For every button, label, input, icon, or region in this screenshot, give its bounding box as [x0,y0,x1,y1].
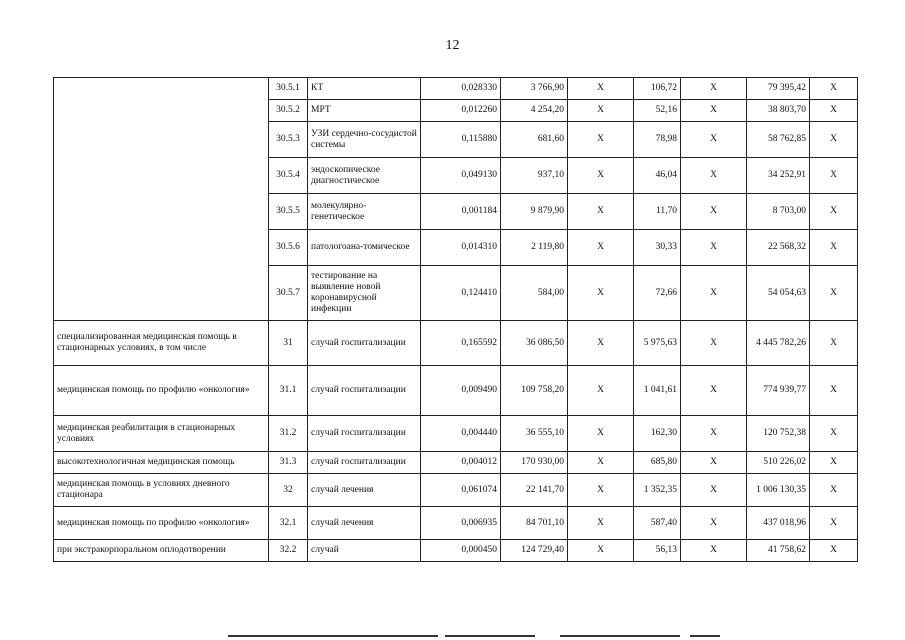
cost-value: 84 701,10 [501,507,568,540]
norm-value: 0,049130 [421,158,501,194]
x-mark: X [568,122,634,158]
per-capita-value: 106,72 [634,78,681,100]
row-number: 31.1 [269,366,308,416]
x-mark: X [681,194,747,230]
row-number: 32.1 [269,507,308,540]
row-label: медицинская помощь в условиях дневного стационара [54,474,269,507]
cost-value: 3 766,90 [501,78,568,100]
x-mark: X [681,452,747,474]
per-capita-value: 72,66 [634,266,681,321]
unit-name: эндоскопическое диагностическое [308,158,421,194]
unit-name: КТ [308,78,421,100]
x-mark: X [568,507,634,540]
x-mark: X [681,230,747,266]
x-mark: X [568,452,634,474]
row-label: медицинская помощь по профилю «онкология» [54,507,269,540]
row-number: 31.2 [269,416,308,452]
norm-value: 0,001184 [421,194,501,230]
norm-value: 0,006935 [421,507,501,540]
total-value: 437 018,96 [747,507,810,540]
row-number: 30.5.4 [269,158,308,194]
total-value: 774 939,77 [747,366,810,416]
x-mark: X [810,321,858,366]
per-capita-value: 1 041,61 [634,366,681,416]
x-mark: X [568,100,634,122]
table-row [54,321,858,366]
x-mark: X [810,452,858,474]
row-number: 32 [269,474,308,507]
page-number: 12 [445,38,460,53]
x-mark: X [568,416,634,452]
per-capita-value: 587,40 [634,507,681,540]
x-mark: X [681,507,747,540]
row-label: специализированная медицинская помощь в стационарных условиях, в том числе [54,321,269,366]
unit-name: молекулярно-генетическое [308,194,421,230]
cost-value: 22 141,70 [501,474,568,507]
table-row [54,540,858,562]
total-value: 8 703,00 [747,194,810,230]
cost-value: 9 879,90 [501,194,568,230]
scan-edge-lines [0,632,905,640]
x-mark: X [568,540,634,562]
cost-value: 4 254,20 [501,100,568,122]
row-number: 30.5.5 [269,194,308,230]
total-value: 54 054,63 [747,266,810,321]
unit-name: случай госпитализации [308,321,421,366]
tariff-table [53,77,858,562]
x-mark: X [681,78,747,100]
norm-value: 0,115880 [421,122,501,158]
per-capita-value: 5 975,63 [634,321,681,366]
table-row [54,416,858,452]
total-value: 120 752,38 [747,416,810,452]
x-mark: X [810,540,858,562]
x-mark: X [810,416,858,452]
row-label-empty [54,78,269,321]
norm-value: 0,014310 [421,230,501,266]
per-capita-value: 685,80 [634,452,681,474]
x-mark: X [568,230,634,266]
norm-value: 0,004440 [421,416,501,452]
x-mark: X [568,366,634,416]
total-value: 41 758,62 [747,540,810,562]
total-value: 58 762,85 [747,122,810,158]
row-number: 31.3 [269,452,308,474]
total-value: 22 568,32 [747,230,810,266]
row-number: 31 [269,321,308,366]
norm-value: 0,028330 [421,78,501,100]
x-mark: X [810,194,858,230]
cost-value: 2 119,80 [501,230,568,266]
x-mark: X [568,194,634,230]
x-mark: X [681,266,747,321]
unit-name: патологоана-томическое [308,230,421,266]
norm-value: 0,165592 [421,321,501,366]
row-number: 30.5.7 [269,266,308,321]
table-row [54,474,858,507]
x-mark: X [681,321,747,366]
x-mark: X [810,122,858,158]
row-label: медицинская помощь по профилю «онкология» [54,366,269,416]
unit-name: УЗИ сердечно-сосудистой системы [308,122,421,158]
norm-value: 0,009490 [421,366,501,416]
x-mark: X [681,122,747,158]
unit-name: случай лечения [308,474,421,507]
unit-name: тестирование на выявление новой коронавирусной инфекции [308,266,421,321]
total-value: 38 803,70 [747,100,810,122]
row-number: 32.2 [269,540,308,562]
norm-value: 0,012260 [421,100,501,122]
x-mark: X [810,507,858,540]
x-mark: X [810,78,858,100]
per-capita-value: 56,13 [634,540,681,562]
norm-value: 0,004012 [421,452,501,474]
x-mark: X [810,230,858,266]
x-mark: X [681,540,747,562]
row-number: 30.5.3 [269,122,308,158]
x-mark: X [681,366,747,416]
x-mark: X [568,78,634,100]
x-mark: X [810,266,858,321]
x-mark: X [681,100,747,122]
per-capita-value: 30,33 [634,230,681,266]
total-value: 34 252,91 [747,158,810,194]
row-number: 30.5.2 [269,100,308,122]
total-value: 510 226,02 [747,452,810,474]
unit-name: случай госпитализации [308,416,421,452]
per-capita-value: 46,04 [634,158,681,194]
table-row [54,507,858,540]
per-capita-value: 11,70 [634,194,681,230]
per-capita-value: 1 352,35 [634,474,681,507]
x-mark: X [810,474,858,507]
x-mark: X [681,474,747,507]
per-capita-value: 162,30 [634,416,681,452]
x-mark: X [568,158,634,194]
table-row [54,78,858,100]
row-label: при экстракорпоральном оплодотворении [54,540,269,562]
table-row [54,452,858,474]
cost-value: 681,60 [501,122,568,158]
unit-name: случай госпитализации [308,452,421,474]
norm-value: 0,124410 [421,266,501,321]
x-mark: X [568,321,634,366]
cost-value: 170 930,00 [501,452,568,474]
norm-value: 0,061074 [421,474,501,507]
row-label: медицинская реабилитация в стационарных условиях [54,416,269,452]
x-mark: X [681,416,747,452]
cost-value: 36 555,10 [501,416,568,452]
cost-value: 109 758,20 [501,366,568,416]
cost-value: 584,00 [501,266,568,321]
x-mark: X [568,266,634,321]
unit-name: случай лечения [308,507,421,540]
row-number: 30.5.1 [269,78,308,100]
row-number: 30.5.6 [269,230,308,266]
unit-name: случай госпитализации [308,366,421,416]
per-capita-value: 78,98 [634,122,681,158]
x-mark: X [568,474,634,507]
total-value: 4 445 782,26 [747,321,810,366]
cost-value: 937,10 [501,158,568,194]
total-value: 1 006 130,35 [747,474,810,507]
x-mark: X [681,158,747,194]
x-mark: X [810,366,858,416]
x-mark: X [810,158,858,194]
cost-value: 124 729,40 [501,540,568,562]
row-label: высокотехнологичная медицинская помощь [54,452,269,474]
x-mark: X [810,100,858,122]
total-value: 79 395,42 [747,78,810,100]
unit-name: случай [308,540,421,562]
cost-value: 36 086,50 [501,321,568,366]
per-capita-value: 52,16 [634,100,681,122]
unit-name: МРТ [308,100,421,122]
table-row [54,366,858,416]
norm-value: 0,000450 [421,540,501,562]
